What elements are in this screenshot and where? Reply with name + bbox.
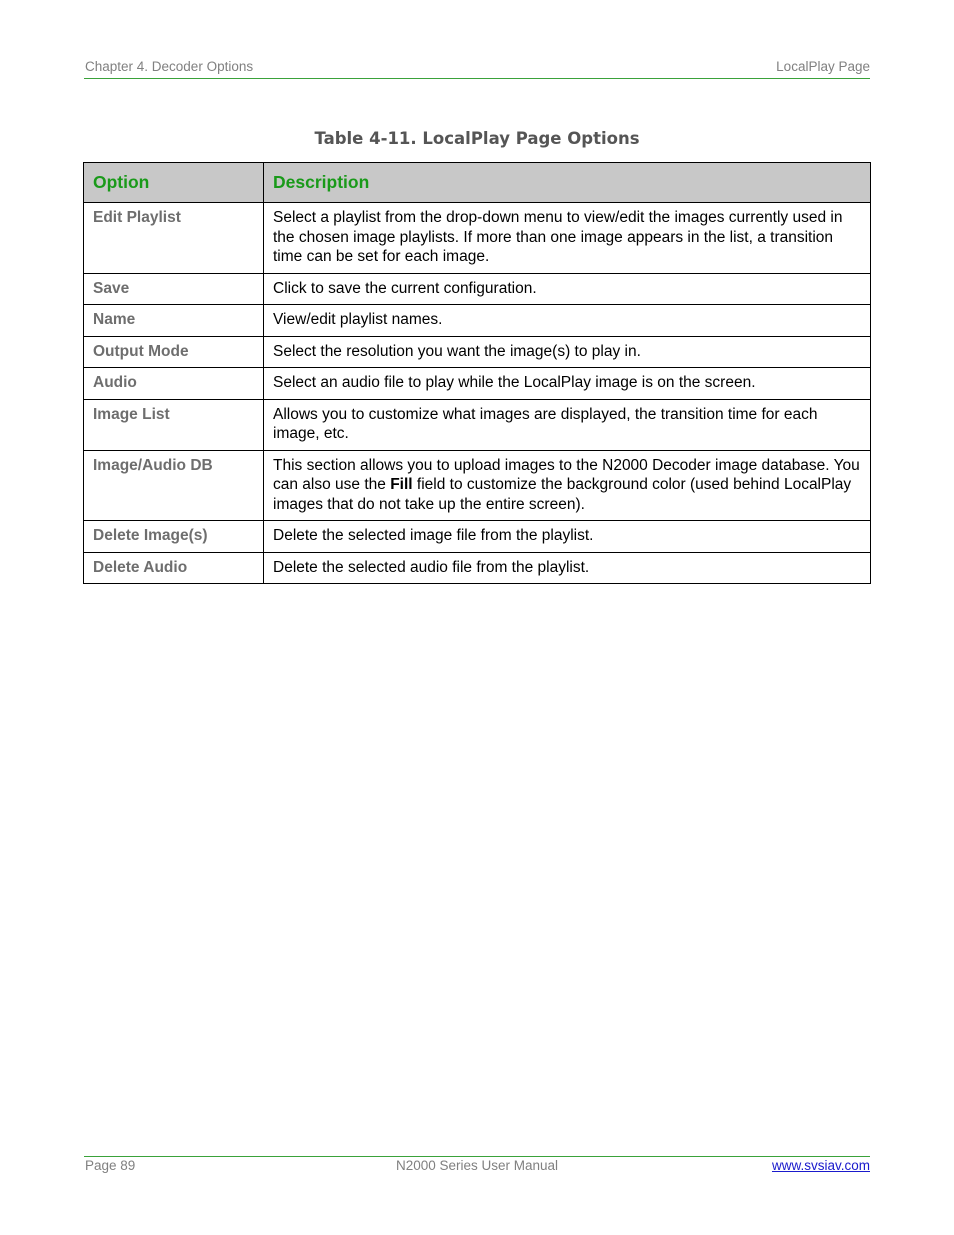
description-cell: Allows you to customize what images are displayed, the transition time for each image, etc. (264, 399, 871, 450)
description-cell: Select a playlist from the drop-down menu to view/edit the images currently used in the chosen image playlists. If more than one image appears in the list, a transition time can be set for each image. (264, 203, 871, 274)
table-row (84, 450, 871, 521)
fill-field-term: Fill (390, 476, 413, 493)
description-cell: Delete the selected audio file from the playlist. (264, 552, 871, 584)
table-row (84, 399, 871, 450)
table-row (84, 336, 871, 368)
table-row (84, 273, 871, 305)
description-cell: Select an audio file to play while the LocalPlay image is on the screen. (264, 368, 871, 400)
page-header (84, 58, 870, 79)
page-number: Page 89 (85, 1158, 136, 1173)
option-cell: Delete Image(s) (84, 521, 264, 553)
table-row (84, 552, 871, 584)
description-cell: Delete the selected image file from the playlist. (264, 521, 871, 553)
column-header-option: Option (84, 163, 264, 203)
options-table (83, 162, 871, 584)
description-cell: View/edit playlist names. (264, 305, 871, 337)
description-text: field to customize the background color (used behind LocalPlay images that do not take up the entire screen). (273, 476, 852, 513)
manual-title: N2000 Series User Manual (395, 1158, 559, 1173)
option-cell: Delete Audio (84, 552, 264, 584)
description-cell: Click to save the current configuration. (264, 273, 871, 305)
table-row (84, 203, 871, 274)
column-header-description: Description (264, 163, 871, 203)
description-cell (264, 450, 871, 521)
description-text: This section allows you to upload images to the N2000 Decoder image database. You can also use the (273, 456, 860, 493)
website-link[interactable]: www.svsiav.com (771, 1158, 870, 1173)
table-row (84, 368, 871, 400)
table-row (84, 305, 871, 337)
option-cell: Save (84, 273, 264, 305)
page-footer (84, 1156, 870, 1173)
table-row (84, 521, 871, 553)
description-cell: Select the resolution you want the image(s) to play in. (264, 336, 871, 368)
section-title: LocalPlay Page (776, 59, 870, 74)
option-cell: Audio (84, 368, 264, 400)
table-caption: Table 4-11. LocalPlay Page Options (314, 129, 640, 148)
option-cell: Output Mode (84, 336, 264, 368)
chapter-title: Chapter 4. Decoder Options (85, 59, 254, 74)
option-cell: Image List (84, 399, 264, 450)
option-cell: Edit Playlist (84, 203, 264, 274)
option-cell: Image/Audio DB (84, 450, 264, 521)
option-cell: Name (84, 305, 264, 337)
table-header-row (84, 163, 871, 203)
